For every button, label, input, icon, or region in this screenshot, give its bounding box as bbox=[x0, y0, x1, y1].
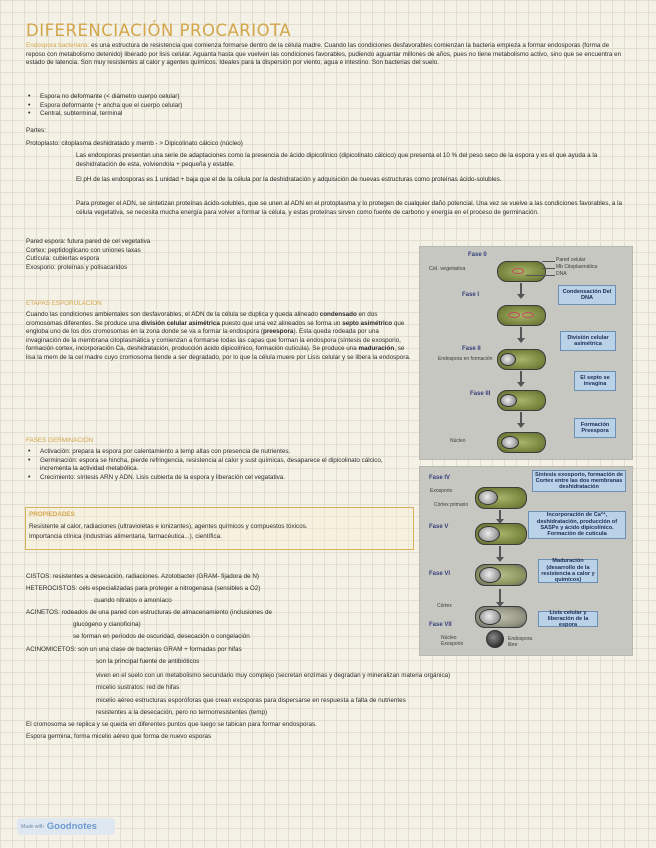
sporulation-figure-top bbox=[419, 246, 633, 460]
dna-strand bbox=[508, 312, 520, 318]
esporulacion-bold: condensado bbox=[319, 311, 357, 318]
acinomicetos-line-2: son la principal fuente de antibióticos bbox=[96, 658, 200, 665]
esporulacion-bold: preespora bbox=[262, 328, 294, 335]
arrow bbox=[520, 327, 522, 339]
cromosoma-line: El cromosoma se replica y se queda en diferentes puntos que luego se tabican para formar endosporas. bbox=[26, 721, 317, 728]
arrow bbox=[499, 510, 501, 520]
esporulacion-text: que engloba uno de los dos cromosomas en la zona donde se va a formar la endospora ( bbox=[26, 319, 405, 335]
cortex-primario-label: Córtex primario bbox=[434, 502, 469, 508]
heterocistos-line-2: cuando nitratos o amoníaco bbox=[94, 597, 172, 604]
esporulacion-bold: división celular asimétrica bbox=[141, 319, 220, 327]
calcio-box: Incorporación de Ca²⁺, deshidratación, producción of SASPs y ácido dipicolínico. Formación de cutícula bbox=[528, 511, 626, 539]
arrow bbox=[520, 371, 522, 383]
fase-label: Fase IV bbox=[429, 475, 451, 481]
dna-strand bbox=[522, 312, 534, 318]
heterocistos-line: HETEROCISTOS: cels especializadas para proteger a nitrogenasa (sensibles a O2) bbox=[26, 585, 261, 592]
pared-espora-line: Pared espora: futura pared de cel vegetativa bbox=[26, 238, 151, 245]
exosporio-label: Exosporio bbox=[430, 488, 453, 494]
dna-strand bbox=[512, 268, 524, 274]
partes-paragraph-2: El pH de las endosporas es 1 unidad + baja que el de la célula por la deshidratación y adquisición de nuevas estructuras como proteínas ácido-solubles. bbox=[76, 176, 502, 183]
septo-box: El septo se invagina bbox=[574, 371, 616, 391]
maduracion-box: Maduración (desarrollo de la resistencia a calor y químicos) bbox=[538, 559, 598, 583]
acinetos-line-3: se forman en períodos de oscuridad, desecación o congelación bbox=[73, 633, 250, 640]
list-item: • Espora deformante (+ ancha que el cuerpo celular) bbox=[26, 102, 386, 111]
sporulation-figure-bottom bbox=[419, 466, 633, 656]
nucleo-label: Núcleo bbox=[450, 438, 466, 444]
pointer-line bbox=[542, 268, 555, 269]
partes-paragraph-1: Las endosporas presentan una serie de adaptaciones como la presencia de ácido dipicolínico (dipicolinato cálcico) que presenta el 10 % del peso seco de la espora y es el que ayuda a la deshidratación de esta, volviendola + pequeña y estable. bbox=[76, 152, 598, 168]
preespora-box: Formación Preespora bbox=[574, 418, 616, 438]
goodnotes-badge bbox=[17, 818, 115, 835]
esporulacion-text: , se lisa la mem de la cel madre cuyo cromosoma tiende a ser degradado, por lo que la célula muere por Lisis celular y se libera la endospora. bbox=[26, 345, 411, 361]
cuticula-line: Cutícula: cubiertas espora bbox=[26, 255, 100, 262]
cortex-label: Córtex bbox=[437, 603, 452, 609]
acinomicetos-line-5: micelio aéreo estructuras esporóforas que crean exosporas para dispersarse en respuesta a falta de nutrientes bbox=[96, 697, 406, 704]
intro-text: es una estructura de resistencia que comienza formarse dentro de la célula madre. Cuando las condiciones desfavorables comienzan la bacteria empieza a formar endosporas (forma de reposo con metabolismo detenido) liberado por lisis celular. Aguanta hasta que vuelven las condiciones favorables, pudiendo aguantar millones de años, pues no tiene metabolismo activo, sino que se encuentra en estado de latencia. Son muy resistentes al calor y agentes químicos. Ideales para la dispersión por viento, agua e intestino. Son bacterias del suelo. bbox=[26, 42, 622, 66]
propiedades-heading: PROPIEDADES bbox=[29, 511, 75, 518]
esporulacion-text: en dos cromosomas diferentes. Se produce una bbox=[26, 311, 378, 327]
mb-label: Mb Citoplasmática bbox=[556, 264, 598, 270]
cistos-line: CISTOS: resistentes a desecación, radiaciones. Azotobacter (GRAM- fijadora de N) bbox=[26, 573, 259, 580]
exosporio-line: Exosporio: proteínas y polisacaridos bbox=[26, 263, 128, 271]
fase-label: Fase VII bbox=[429, 622, 452, 628]
list-item: • Activación: prepara la espora por calentamiento a temp altas con presencia de nutrientes. bbox=[26, 448, 411, 457]
pointer-line bbox=[542, 261, 555, 262]
propiedades-line-1: Resistente al calor, radiaciones (ultravioletas e ionizantes), agentes químicos y compuestos tóxicos. bbox=[29, 523, 308, 530]
spore-phase-6b bbox=[479, 609, 501, 625]
espora-germina-line: Espora germina, forma micelio aéreo que forma de nuevo esporas bbox=[26, 733, 212, 740]
spore-phase-5 bbox=[478, 526, 500, 542]
esporulacion-text: Cuando las condiciones ambientales son desfavorables, el ADN de la célula se duplica y queda alineado bbox=[26, 311, 320, 318]
acinetos-line: ACINETOS: rodeados de una pared con estructuras de almacenamiento (inclusiones de bbox=[26, 609, 272, 616]
protoplasto-line: Protoplasto: citoplasma deshidratado y memb - > Dipicolinato cálcico (núcleo) bbox=[26, 140, 243, 147]
division-box: División celular asimétrica bbox=[560, 331, 616, 351]
fase-label: Fase VI bbox=[429, 571, 451, 577]
arrow bbox=[499, 589, 501, 603]
endospora-libre-label: Endospora libre bbox=[508, 636, 533, 648]
esporulacion-bold: septo asimétrico bbox=[342, 319, 393, 327]
list-item: • Espora no deformante (< diámetro cuerpo celular) bbox=[26, 93, 386, 102]
exosporio-box: Síntesis exosporio, formación de Cortex entre las dos membranas deshidratación bbox=[532, 470, 626, 492]
list-item: • Germinación: espora se hincha, pierde refringencia, resistencia al calor y sust químicas, desaparece el dipicolinato cálcico, incrementa la actividad metabólica. bbox=[26, 457, 411, 474]
partes-paragraph-3: Para proteger el ADN, se sintetizan proteínas ácido-solubles, que se unen al ADN en el protoplasma y lo protegen de cualquier daño potencial. Una vez se vuelve a las condiciones favorables, a la célula vegetativa, se necesita mucha energía para volver a formar la célula, y estas proteínas sirven como fuente de carbono y energía en el proceso de germinación. bbox=[76, 200, 623, 216]
cel-vegetativa-label: Cél. vegetativa bbox=[429, 266, 466, 272]
cortex-line: Cortex: peptidoglicano con uniones laxas bbox=[26, 246, 141, 254]
esporulacion-text: ). Esta queda rodeada por una invaginación de la membrana citoplasmática y comienzan a formarse todas las capas que forman la endospora (síntesis de exosporio, formación cortex, incorporación Ca, deshidratación, producción ácido dipicolínico, formación cutícula). Se produce una bbox=[26, 328, 401, 352]
nucleo-label-2: Núcleo bbox=[441, 635, 457, 641]
endospora-formacion-label: Endospora en formación bbox=[438, 356, 493, 362]
pointer-line bbox=[526, 275, 555, 276]
acinomicetos-line-4: micelio sustratos: red de hifas bbox=[96, 684, 180, 691]
arrow bbox=[520, 412, 522, 424]
esporulacion-text: puesto que una vez alineados se forma un bbox=[219, 319, 343, 327]
esporulacion-paragraph bbox=[26, 311, 414, 362]
germinacion-list bbox=[26, 448, 411, 482]
germinacion-heading: FASES GERMINACIÓN bbox=[26, 437, 94, 444]
intro-term: Endospora bacteriana: bbox=[26, 42, 90, 49]
condensacion-box: Condensación Del DNA bbox=[558, 285, 616, 305]
esporulacion-bold: maduración bbox=[358, 345, 395, 352]
fase-label: Fase II bbox=[462, 346, 481, 352]
preespora-spore-2 bbox=[501, 436, 519, 449]
partes-lines bbox=[26, 238, 406, 272]
acinomicetos-line-6: resistentes a la desecación, pero no termorresistentes (temp) bbox=[96, 709, 268, 716]
partes-heading: Partes: bbox=[26, 127, 46, 134]
fase-label: Fase III bbox=[470, 391, 491, 397]
fase-label: Fase 0 bbox=[468, 252, 487, 258]
acinomicetos-line-3: viven en el suelo con un metabolismo secundario muy complejo (secretan enzimas y degradan y mineralizan materia orgánica) bbox=[96, 672, 451, 679]
spore-phase-6 bbox=[479, 567, 501, 583]
esporulacion-heading: ETAPAS ESPORULACION bbox=[26, 300, 102, 307]
preespora-spore bbox=[500, 394, 517, 407]
acinetos-line-2: glucógeno y cianoficina) bbox=[73, 621, 141, 628]
propiedades-line-2: Importancia clínica (industrias alimentaria, farmacéutica...), científica. bbox=[29, 533, 222, 540]
fase-label: Fase I bbox=[462, 292, 480, 298]
adn-label: DNA bbox=[556, 271, 567, 277]
acinomicetos-line: ACINOMICETOS: son un una clase de bacterias GRAM + formadas por hifas bbox=[26, 646, 242, 653]
exosporio-label-2: Exosporio bbox=[441, 641, 464, 647]
intro-paragraph bbox=[26, 42, 626, 68]
made-with-label: Made with bbox=[21, 823, 44, 830]
lisis-box: Lisis celular y liberación de la espora bbox=[538, 611, 598, 627]
list-item: • Crecimiento: síntesis ARN y ADN. Lisis cubierta de la espora y liberación cel vegatativa. bbox=[26, 474, 411, 483]
fase-label: Fase V bbox=[429, 524, 449, 530]
forming-spore bbox=[500, 353, 516, 366]
list-item: • Central, subterminal, terminal bbox=[26, 110, 386, 119]
spore-types-list bbox=[26, 93, 386, 119]
arrow bbox=[499, 546, 501, 558]
arrow bbox=[520, 283, 522, 295]
pared-label: Pared celular bbox=[556, 257, 586, 263]
spore-phase-4 bbox=[478, 490, 498, 505]
page-title: DIFERENCIACIÓN PROCARIOTA bbox=[26, 21, 292, 40]
free-endospore bbox=[486, 630, 504, 648]
goodnotes-logo: Goodnotes bbox=[46, 821, 97, 832]
